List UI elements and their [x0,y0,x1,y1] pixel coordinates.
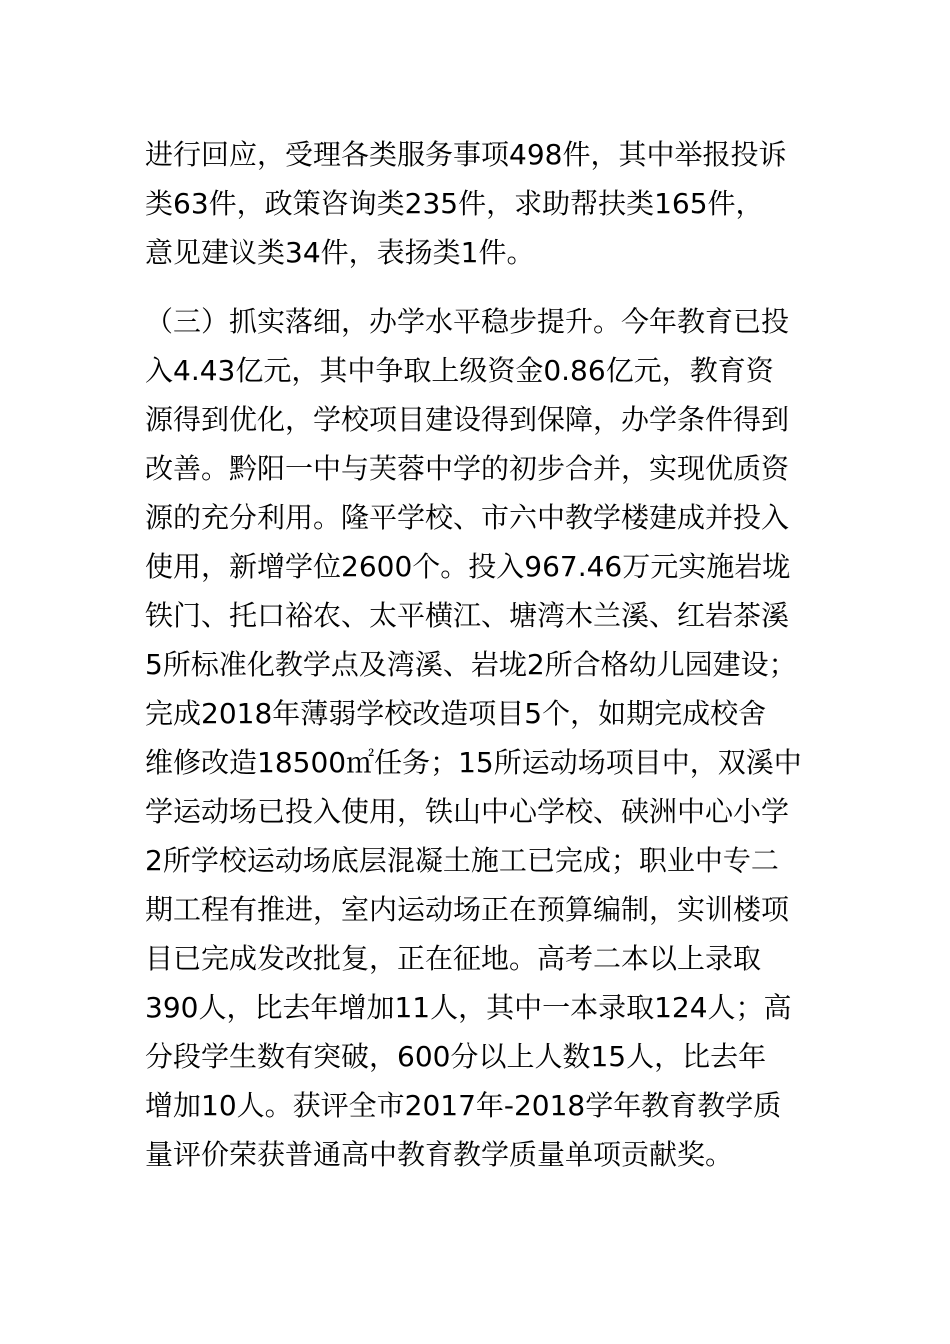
text-line: 量评价荣获普通高中教育教学质量单项贡献奖。 [145,1138,734,1171]
text-line: 源的充分利用。隆平学校、市六中教学楼建成并投入 [145,501,790,534]
text-line: 390人，比去年增加11人，其中一本录取124人；高 [145,991,792,1024]
paragraph-education [145,297,815,1179]
text-line: 5所标准化教学点及湾溪、岩垅2所合格幼儿园建设； [145,648,797,681]
text-line: 使用，新增学位2600个。投入967.46万元实施岩垅 [145,550,791,583]
text-line: 分段学生数有突破，600分以上人数15人，比去年 [145,1040,767,1073]
text-line: 意见建议类34件，表扬类1件。 [145,236,535,269]
text-line: 增加10人。获评全市2017年-2018学年教育教学质 [145,1089,782,1122]
text-line: 完成2018年薄弱学校改造项目5个，如期完成校舍 [145,697,767,730]
text-line: 学运动场已投入使用，铁山中心学校、硖洲中心小学 [145,795,790,828]
text-line: 类63件，政策咨询类235件，求助帮扶类165件， [145,187,764,220]
text-line: 入4.43亿元，其中争取上级资金0.86亿元，教育资 [145,354,774,387]
text-line: 源得到优化，学校项目建设得到保障，办学条件得到 [145,403,790,436]
text-line: 维修改造18500㎡任务；15所运动场项目中，双溪中 [145,746,802,779]
text-line: （三）抓实落细，办学水平稳步提升。今年教育已投 [145,305,790,338]
text-line: 铁门、托口裕农、太平横江、塘湾木兰溪、红岩茶溪 [145,599,790,632]
paragraph-service-items [145,130,815,277]
text-line: 2所学校运动场底层混凝土施工已完成；职业中专二 [145,844,779,877]
text-line: 目已完成发改批复，正在征地。高考二本以上录取 [145,942,762,975]
text-line: 改善。黔阳一中与芙蓉中学的初步合并，实现优质资 [145,452,790,485]
text-line: 期工程有推进，室内运动场正在预算编制，实训楼项 [145,893,790,926]
text-line: 进行回应，受理各类服务事项498件，其中举报投诉 [145,138,787,171]
